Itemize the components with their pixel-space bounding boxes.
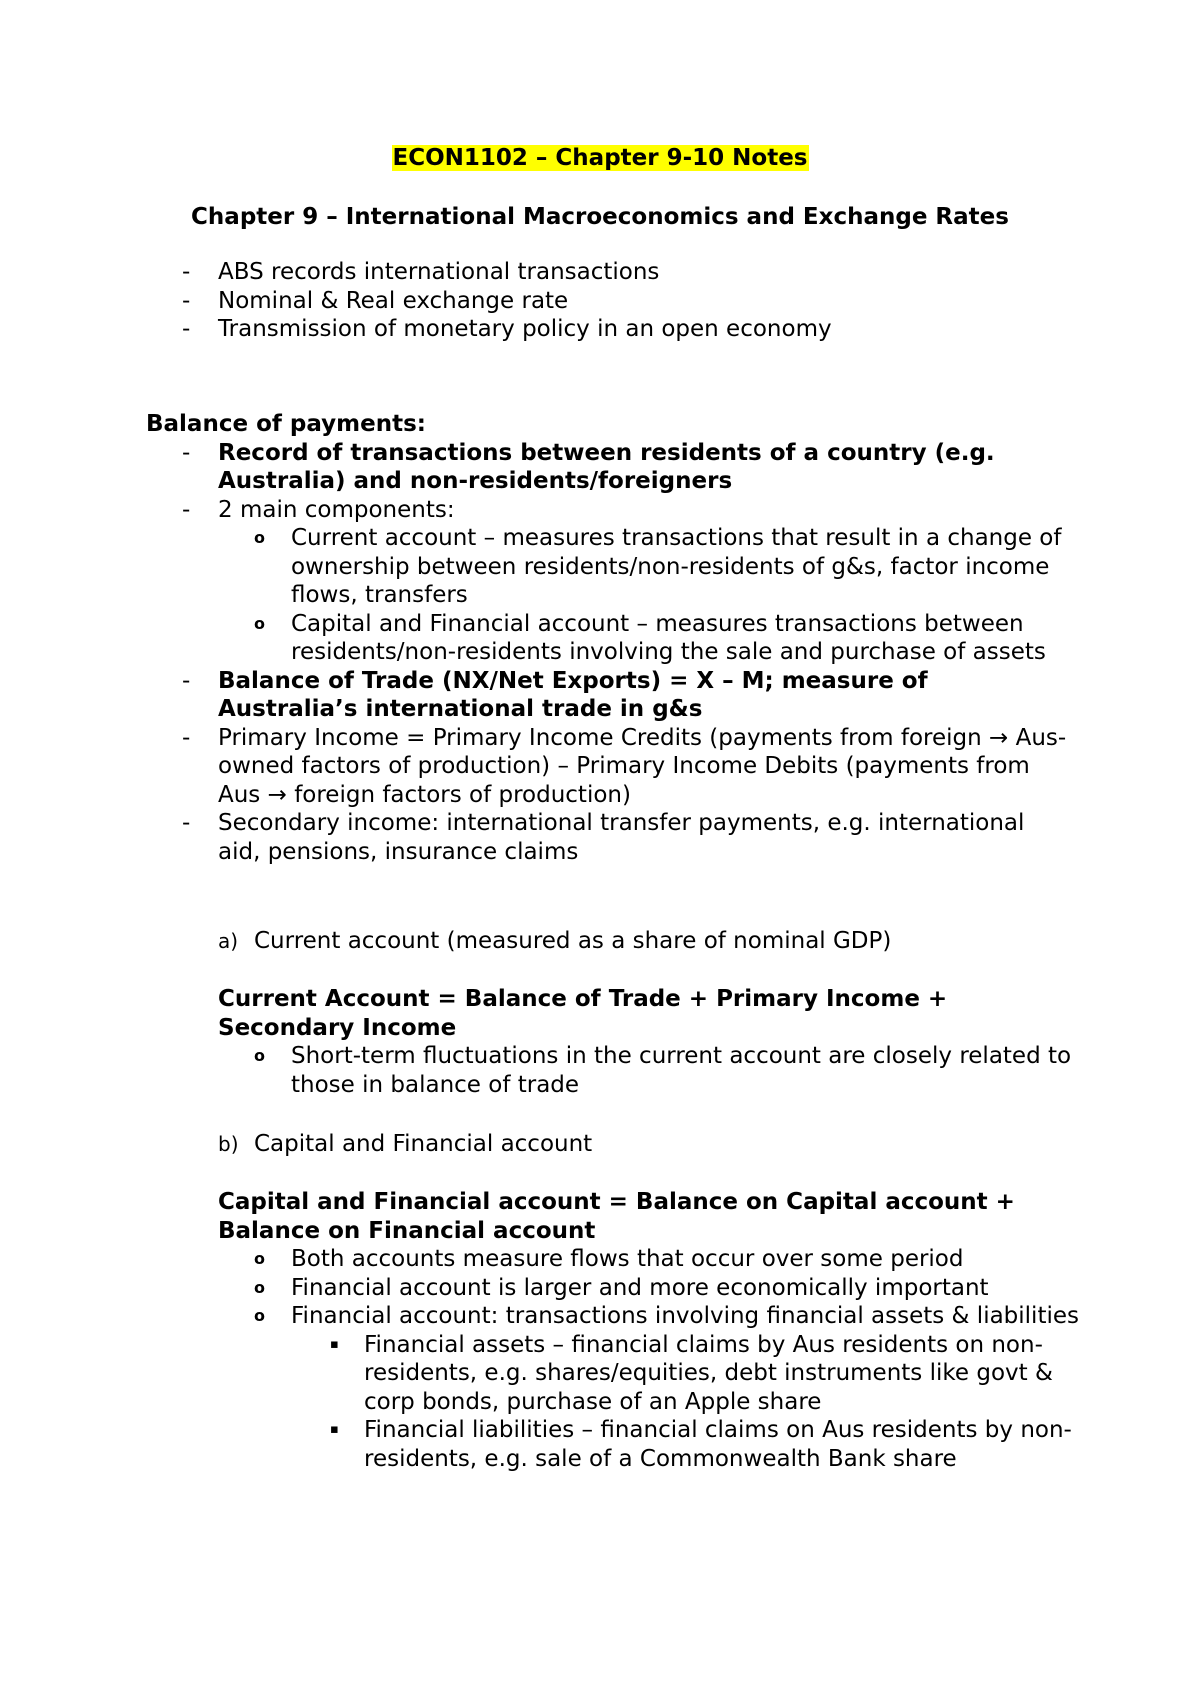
dash-bullet: - bbox=[182, 496, 191, 523]
circle-bullet: o bbox=[254, 613, 265, 633]
dash-bullet: - bbox=[182, 287, 191, 314]
circle-bullet: o bbox=[254, 1249, 265, 1268]
list-item: - Record of transactions between residents of a country (e.g. Australia) and non-residents/foreigners bbox=[182, 439, 995, 494]
section-heading: Balance of payments: bbox=[146, 411, 426, 437]
sub-list-item: o Short-term fluctuations in the current account are closely related to those in balance of trade bbox=[254, 1043, 1072, 1098]
dash-bullet: - bbox=[182, 667, 191, 694]
sub-list-item: o Financial account: transactions involving financial assets & liabilities bbox=[254, 1303, 1079, 1329]
list-item: - Transmission of monetary policy in an open economy bbox=[182, 316, 832, 342]
dash-bullet: - bbox=[182, 810, 191, 836]
sub-list-item: o Current account – measures transactions that result in a change of ownership between residents/non-residents of g&s, factor income flows, transfers bbox=[254, 525, 1062, 608]
sub-list-item: o Capital and Financial account – measures transactions between residents/non-residents involving the sale and purchase of assets bbox=[254, 610, 1046, 665]
dash-bullet: - bbox=[182, 439, 191, 466]
list-item: - ABS records international transactions bbox=[182, 259, 660, 285]
intro-list bbox=[0, 258, 1200, 344]
item-label: b) bbox=[218, 1132, 239, 1156]
chapter-heading: Chapter 9 – International Macroeconomics and Exchange Rates bbox=[191, 204, 1009, 230]
current-account-formula-block bbox=[0, 985, 1200, 1099]
list-item: - 2 main components: bbox=[182, 496, 455, 523]
list-item: - Primary Income = Primary Income Credits (payments from foreign → Aus-owned factors of production) – Primary Income Debits (payments from Aus → foreign factors of production) bbox=[182, 724, 1067, 808]
sub-sub-list-item: ▪ Financial liabilities – financial claims on Aus residents by non-residents, e.g. sale of a Commonwealth Bank share bbox=[330, 1417, 1072, 1472]
document-title: ECON1102 – Chapter 9-10 Notes bbox=[392, 145, 808, 171]
circle-bullet: o bbox=[254, 1277, 265, 1297]
square-bullet: ▪ bbox=[330, 1422, 339, 1437]
dash-bullet: - bbox=[182, 316, 191, 342]
capital-financial-formula-block bbox=[0, 1188, 1200, 1473]
bop-section bbox=[0, 410, 1200, 866]
dash-bullet: - bbox=[182, 259, 191, 285]
sub-sub-list-item: ▪ Financial assets – financial claims by Aus residents on non-residents, e.g. shares/equities, debt instruments like govt & corp bonds, purchase of an Apple share bbox=[330, 1331, 1053, 1415]
formula: Capital and Financial account = Balance on Capital account + Balance on Financial account bbox=[218, 1189, 1015, 1244]
formula: Current Account = Balance of Trade + Primary Income + Secondary Income bbox=[218, 986, 948, 1041]
lettered-item: a) Current account (measured as a share of nominal GDP) bbox=[218, 928, 892, 954]
sub-list-item: o Both accounts measure flows that occur over some period bbox=[254, 1246, 964, 1272]
square-bullet: ▪ bbox=[330, 1336, 339, 1352]
circle-bullet: o bbox=[254, 1306, 265, 1325]
capital-financial-section bbox=[0, 1130, 1200, 1159]
item-label: a) bbox=[218, 929, 239, 953]
circle-bullet: o bbox=[254, 528, 265, 547]
lettered-item: b) Capital and Financial account bbox=[218, 1131, 593, 1157]
list-item: - Secondary income: international transfer payments, e.g. international aid, pensions, insurance claims bbox=[182, 810, 1025, 865]
list-item: - Balance of Trade (NX/Net Exports) = X – M; measure of Australia’s international trade in g&s bbox=[182, 667, 928, 722]
dash-bullet: - bbox=[182, 724, 191, 751]
current-account-section bbox=[0, 927, 1200, 956]
list-item: - Nominal & Real exchange rate bbox=[182, 287, 569, 314]
circle-bullet: o bbox=[254, 1046, 265, 1065]
sub-list-item: o Financial account is larger and more economically important bbox=[254, 1274, 989, 1301]
